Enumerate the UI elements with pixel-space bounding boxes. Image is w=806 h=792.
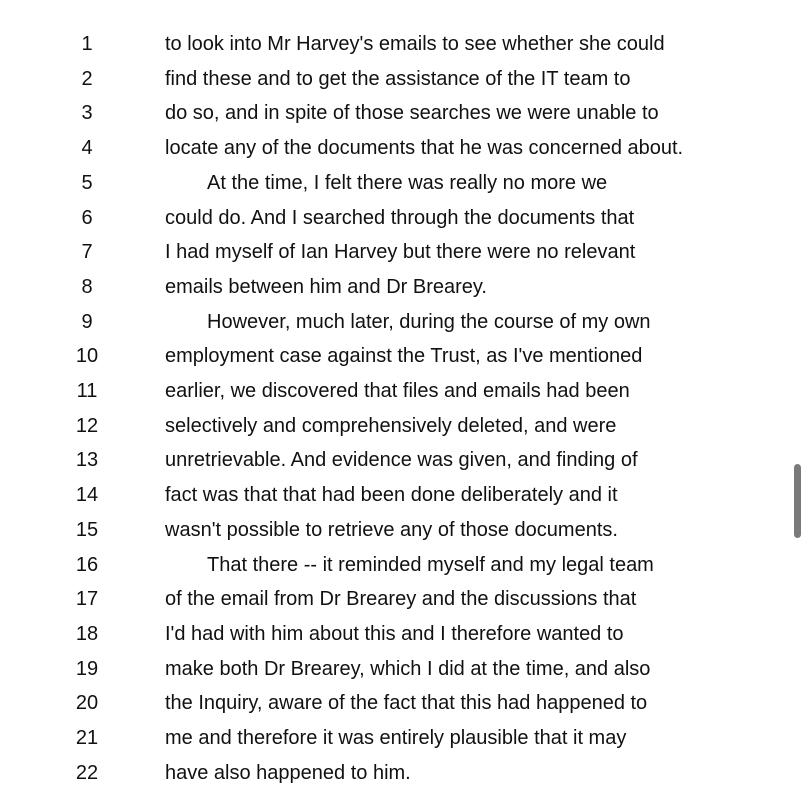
- transcript-line: [0, 409, 790, 444]
- line-text: locate any of the documents that he was concerned about.: [165, 137, 684, 160]
- transcript-line: [0, 201, 790, 236]
- transcript-line: [0, 756, 790, 791]
- transcript-line: [0, 686, 790, 721]
- line-number: 6: [81, 206, 93, 229]
- transcript-line: [0, 166, 790, 201]
- line-number: 4: [81, 137, 93, 160]
- transcript-line: [0, 96, 790, 131]
- line-text: employment case against the Trust, as I've mentioned: [165, 345, 643, 368]
- line-number: 15: [75, 518, 99, 541]
- line-text: I had myself of Ian Harvey but there were no relevant: [165, 241, 636, 264]
- line-text: earlier, we discovered that files and emails had been: [165, 380, 630, 402]
- transcript-line: [0, 582, 790, 617]
- line-text: At the time, I felt there was really no more we: [207, 171, 608, 194]
- transcript-line: [0, 443, 790, 478]
- line-number: 2: [81, 67, 93, 90]
- line-text: me and therefore it was entirely plausible that it may: [165, 727, 627, 749]
- line-number: 18: [75, 622, 99, 645]
- line-text: I'd had with him about this and I therefore wanted to: [165, 622, 624, 645]
- vertical-scrollbar-thumb[interactable]: [794, 464, 801, 538]
- line-number: 9: [81, 310, 93, 333]
- line-number: 8: [81, 275, 93, 298]
- transcript-line: [0, 548, 790, 583]
- line-text: emails between him and Dr Brearey.: [165, 275, 487, 298]
- line-number: 19: [75, 657, 99, 680]
- line-text: of the email from Dr Brearey and the discussions that: [165, 588, 637, 611]
- line-number: 21: [75, 727, 99, 749]
- line-number: 7: [81, 241, 93, 264]
- line-text: find these and to get the assistance of the IT team to: [165, 67, 631, 90]
- transcript-line: [0, 62, 790, 97]
- transcript-line: [0, 513, 790, 548]
- line-number: 20: [75, 692, 99, 715]
- line-text: That there -- it reminded myself and my legal team: [207, 553, 654, 576]
- transcript-line: [0, 374, 790, 409]
- line-text: wasn't possible to retrieve any of those documents.: [165, 518, 618, 541]
- line-number: 22: [75, 761, 99, 784]
- line-text: to look into Mr Harvey's emails to see whether she could: [165, 33, 665, 55]
- line-number: 12: [75, 414, 99, 437]
- line-number: 3: [81, 102, 93, 125]
- line-number: 13: [75, 449, 99, 472]
- transcript-line: [0, 339, 790, 374]
- line-number: 5: [81, 171, 93, 194]
- transcript-line: [0, 652, 790, 687]
- transcript-line: [0, 235, 790, 270]
- transcript-line: [0, 131, 790, 166]
- line-text: selectively and comprehensively deleted, and were: [165, 414, 617, 437]
- transcript-line: [0, 478, 790, 513]
- line-text: fact was that that had been done deliberately and it: [165, 484, 618, 507]
- line-text: However, much later, during the course of my own: [207, 310, 651, 333]
- transcript-line: [0, 305, 790, 340]
- line-text: the Inquiry, aware of the fact that this had happened to: [165, 692, 648, 715]
- transcript-line: [0, 617, 790, 652]
- line-number: 10: [75, 345, 99, 368]
- line-number: 14: [75, 484, 99, 507]
- line-number: 1: [81, 33, 93, 55]
- transcript-line: [0, 721, 790, 756]
- line-text: could do. And I searched through the documents that: [165, 206, 635, 229]
- line-text: have also happened to him.: [165, 761, 411, 784]
- transcript-line: [0, 27, 790, 62]
- line-text: make both Dr Brearey, which I did at the time, and also: [165, 657, 651, 680]
- line-text: unretrievable. And evidence was given, and finding of: [165, 449, 638, 472]
- transcript-line: [0, 270, 790, 305]
- line-text: do so, and in spite of those searches we were unable to: [165, 102, 659, 125]
- line-number: 16: [75, 553, 99, 576]
- line-number: 11: [76, 380, 98, 402]
- line-number: 17: [75, 588, 99, 611]
